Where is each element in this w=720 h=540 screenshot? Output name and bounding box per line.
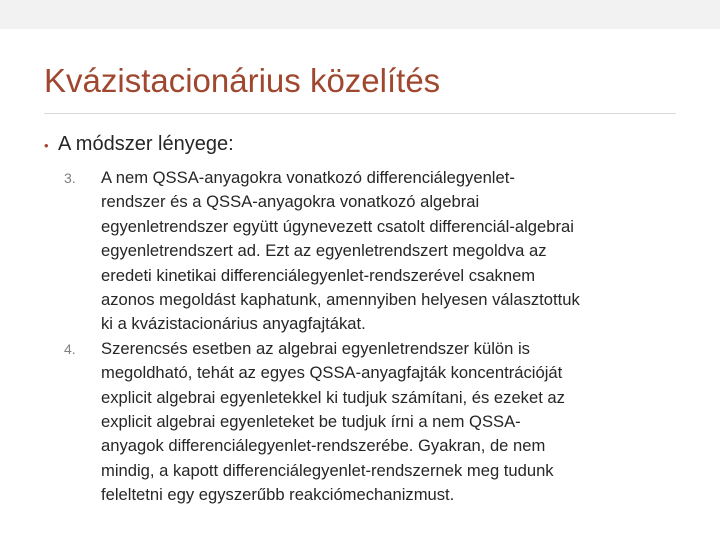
text-line: ki a kvázistacionárius anyagfajtákat. xyxy=(101,314,366,334)
title-divider xyxy=(44,113,676,114)
list-item-3 xyxy=(44,166,684,337)
text-line: egyenletrendszert ad. Ezt az egyenletrendszert megoldva az xyxy=(101,241,547,261)
bullet-item xyxy=(44,130,684,160)
list-item-4 xyxy=(44,337,684,508)
top-band xyxy=(0,0,720,29)
text-line: megoldható, tehát az egyes QSSA-anyagfajták koncentrációját xyxy=(101,363,563,383)
bullet-marker: • xyxy=(44,138,49,153)
text-line: anyagok differenciálegyenlet-rendszerébe. Gyakran, de nem xyxy=(101,436,546,456)
text-line: eredeti kinetikai differenciálegyenlet-rendszerével csaknem xyxy=(101,265,536,285)
bullet-text: A módszer lényege: xyxy=(58,133,234,155)
text-line: rendszer és a QSSA-anyagokra vonatkozó algebrai xyxy=(101,192,480,212)
text-line: feleltetni egy egyszerűbb reakciómechanizmust. xyxy=(101,485,455,505)
list-item-text xyxy=(101,337,684,508)
text-line: azonos megoldást kaphatunk, amennyiben helyesen választottuk xyxy=(101,290,580,310)
slide-content xyxy=(44,130,684,508)
numbered-list xyxy=(44,166,684,508)
slide-title: Kvázistacionárius közelítés xyxy=(44,62,441,99)
text-line: A nem QSSA-anyagokra vonatkozó differenciálegyenlet- xyxy=(101,168,515,187)
list-marker: 3. xyxy=(64,170,76,186)
list-item-text xyxy=(101,166,684,337)
text-line: egyenletrendszer együtt úgynevezett csatolt differenciál-algebrai xyxy=(101,216,574,236)
text-line: explicit algebrai egyenletekkel ki tudjuk számítani, és ezeket az xyxy=(101,387,565,407)
list-marker: 4. xyxy=(64,340,76,357)
text-line: Szerencsés esetben az algebrai egyenletrendszer külön is xyxy=(101,338,530,358)
text-line: explicit algebrai egyenleteket be tudjuk írni a nem QSSA- xyxy=(101,412,521,432)
text-line: mindig, a kapott differenciálegyenlet-rendszernek meg tudunk xyxy=(101,460,554,480)
